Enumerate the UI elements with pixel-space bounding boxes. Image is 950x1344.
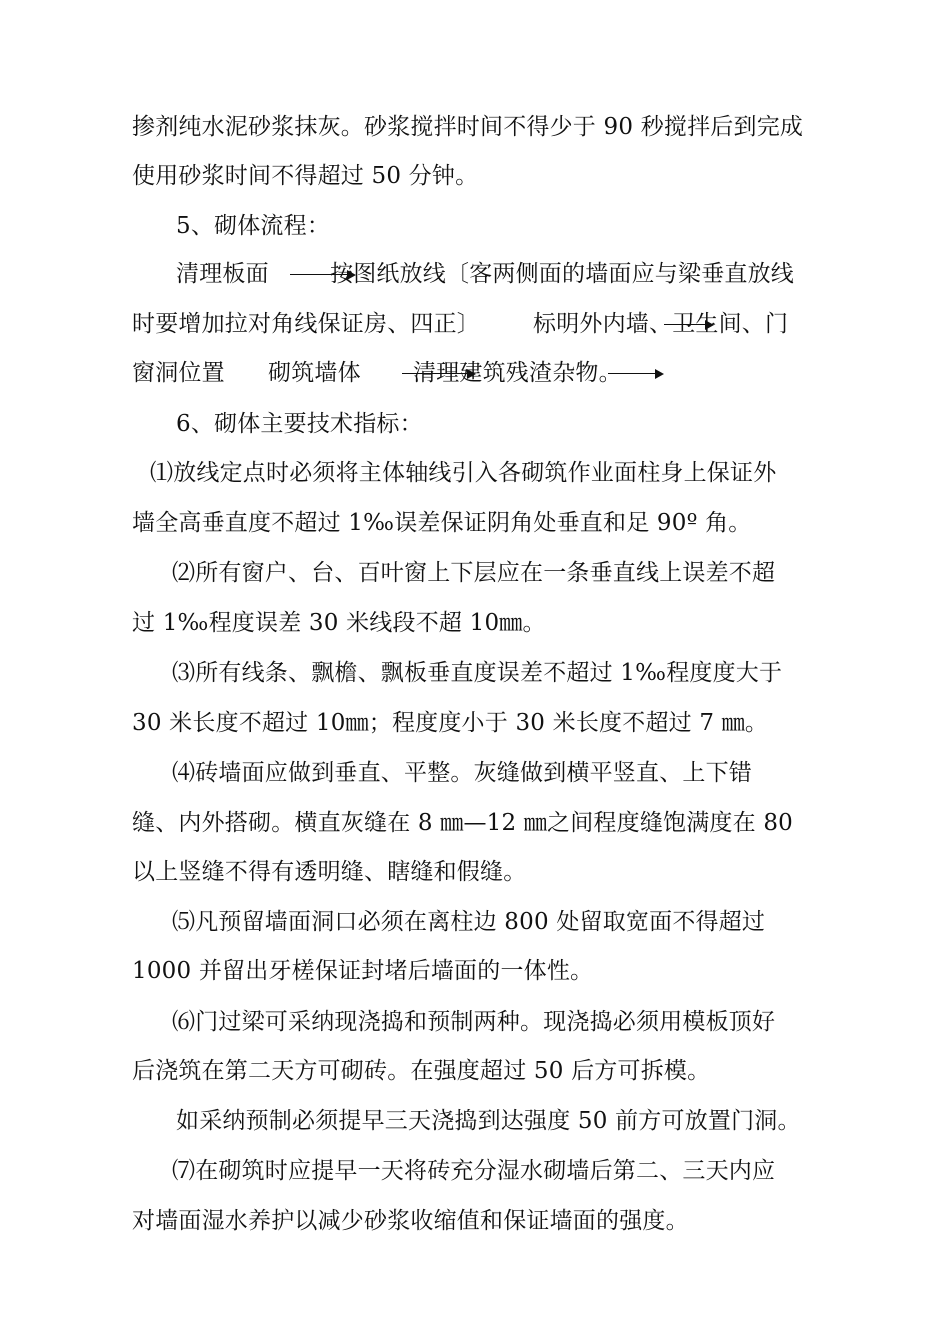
paragraph-line: 以上竖缝不得有透明缝、瞎缝和假缝。	[132, 859, 527, 885]
paragraph-line: ⑷砖墙面应做到垂直、平整。灰缝做到横平竖直、上下错	[172, 760, 752, 786]
paragraph-line: 后浇筑在第二天方可砌砖。在强度超过 50 后方可拆模。	[132, 1058, 711, 1084]
section-heading: 5、砌体流程：	[176, 213, 331, 239]
section-heading: 6、砌体主要技术指标：	[176, 411, 423, 437]
flow-step-clear-slab: 清理板面	[176, 261, 269, 287]
flow-arrow-icon	[608, 367, 664, 381]
paragraph-line: ⑴放线定点时必须将主体轴线引入各砌筑作业面柱身上保证外	[150, 460, 777, 486]
flow-step-layout: 按图纸放线〔客两侧面的墙面应与梁垂直放线	[330, 261, 794, 287]
paragraph-line: ⑶所有线条、飘檐、飘板垂直度误差不超过 1‰程度度大于	[172, 660, 783, 686]
flow-step-build-wall: 砌筑墙体	[268, 360, 361, 386]
flow-step-openings: 窗洞位置	[132, 360, 225, 386]
flow-arrow-icon	[664, 318, 714, 332]
paragraph-line: 使用砂浆时间不得超过 50 分钟。	[132, 163, 479, 189]
paragraph-line: 掺剂纯水泥砂浆抹灰。砂浆搅拌时间不得少于 90 秒搅拌后到完成	[132, 114, 804, 140]
paragraph-line: ⑵所有窗户、台、百叶窗上下层应在一条垂直线上误差不超	[172, 560, 776, 586]
paragraph-line: 对墙面湿水养护以减少砂浆收缩值和保证墙面的强度。	[132, 1208, 689, 1234]
paragraph-line: 缝、内外搭砌。横直灰缝在 8 ㎜—12 ㎜之间程度缝饱满度在 80	[132, 810, 794, 836]
flow-step-clean-debris: 清理建筑残渣杂物。	[413, 360, 622, 386]
paragraph-line: 过 1‰程度误差 30 米线段不超 10㎜。	[132, 610, 546, 636]
paragraph-line: 如采纳预制必须提早三天浇捣到达强度 50 前方可放置门洞。	[176, 1108, 801, 1134]
paragraph-line: ⑸凡预留墙面洞口必须在离柱边 800 处留取宽面不得超过	[172, 909, 766, 935]
paragraph-line: ⑹门过梁可采纳现浇捣和预制两种。现浇捣必须用模板顶好	[172, 1009, 776, 1035]
flow-step-mark-walls: 标明外内墙、卫生间、门	[533, 311, 789, 337]
flow-step-layout-cont: 时要增加拉对角线保证房、四正〕	[132, 311, 480, 337]
paragraph-line: ⑺在砌筑时应提早一天将砖充分湿水砌墙后第二、三天内应	[172, 1158, 776, 1184]
paragraph-line: 30 米长度不超过 10㎜；程度度小于 30 米长度不超过 7 ㎜。	[132, 710, 769, 736]
paragraph-line: 墙全高垂直度不超过 1‰误差保证阴角处垂直和足 90º 角。	[132, 510, 752, 536]
paragraph-line: 1000 并留出牙槎保证封堵后墙面的一体性。	[132, 958, 594, 984]
